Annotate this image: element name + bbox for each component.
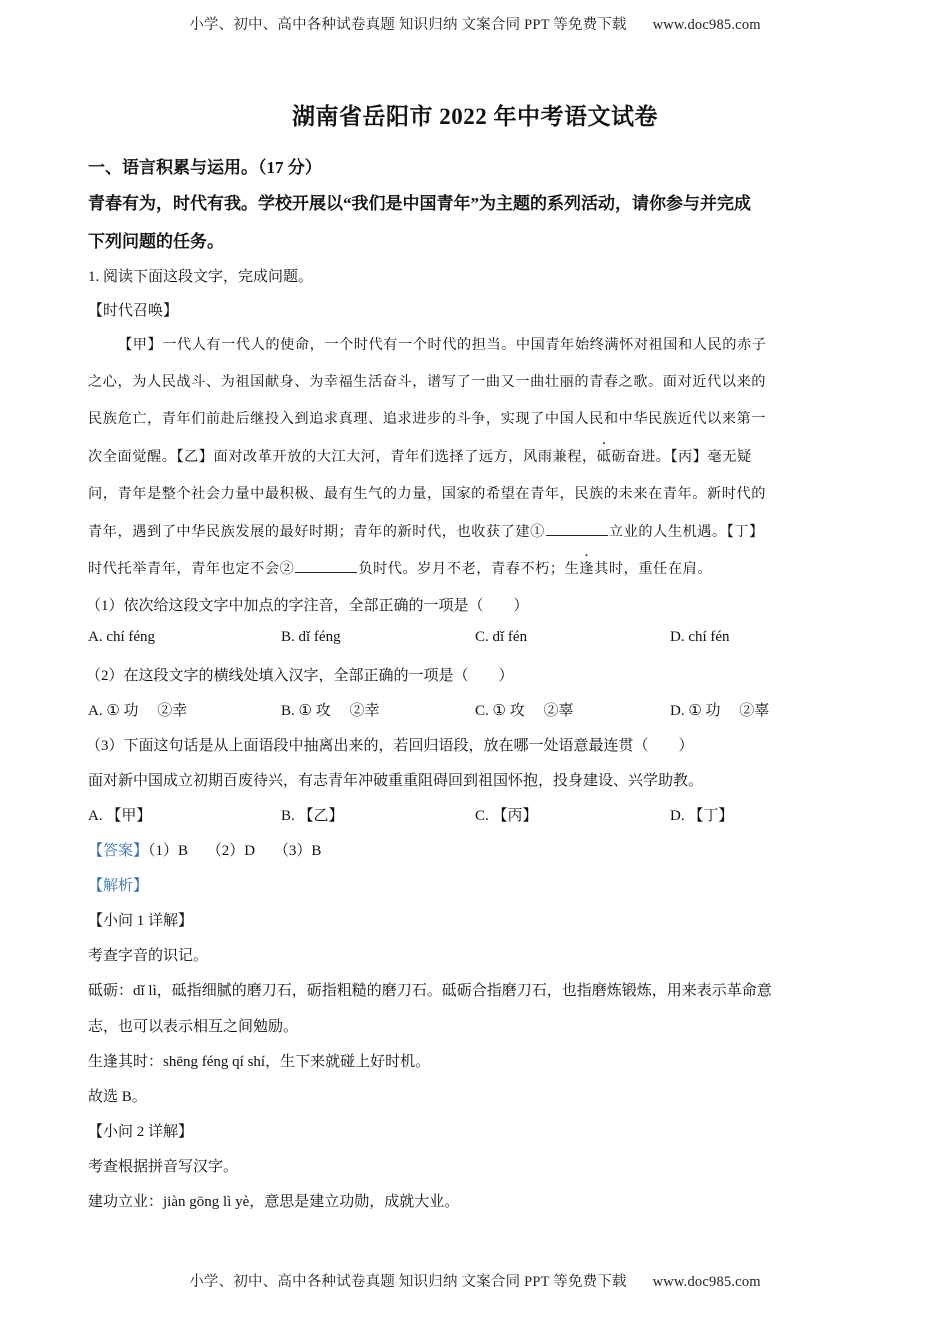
sub1-option-c[interactable]: C. dǐ fén: [475, 629, 528, 645]
sub-question-1-prompt: （1）依次给这段文字中加点的字注音，全部正确的一项是（ ）: [86, 598, 529, 614]
passage-line-5: 问，青年是整个社会力量中最积极、最有生气的力量，国家的希望在青年，民族的未来在青年。新时代的: [88, 486, 766, 502]
answer-label: 【答案】: [88, 843, 149, 859]
analysis-q1-line: 生逢其时：shēng féng qí shí，生下来就碰上好时机。: [88, 1054, 431, 1070]
sub1-option-d[interactable]: D. chí fén: [670, 629, 730, 645]
passage-text: 时代托举青年，青年也定不会②: [88, 561, 295, 577]
fill-blank-1[interactable]: [546, 523, 608, 536]
analysis-q1-line: 砥砺：dǐ lì，砥指细腻的磨刀石，砺指粗糙的磨刀石。砥砺合指磨刀石，也指磨炼锻炼，用来表示革命意: [88, 983, 772, 999]
passage-line-7: [88, 558, 712, 578]
footer-text: 小学、初中、高中各种试卷真题 知识归纳 文案合同 PPT 等免费下载: [189, 1274, 627, 1290]
header-text: 小学、初中、高中各种试卷真题 知识归纳 文案合同 PPT 等免费下载: [189, 17, 627, 33]
page-footer: [0, 1270, 950, 1291]
section-intro-line-1: 青春有为，时代有我。学校开展以“我们是中国青年”为主题的系列活动，请你参与并完成: [88, 194, 751, 213]
sub1-option-a[interactable]: A. chí féng: [88, 629, 156, 645]
footer-url[interactable]: www.doc985.com: [652, 1274, 761, 1290]
dotted-char: 砥: [596, 449, 612, 465]
answer-text: （1）B （2）D （3）B: [148, 843, 322, 859]
page-header: [0, 13, 950, 34]
passage-text: 其时，重任在肩。: [594, 561, 713, 577]
analysis-q1-line: 考查字音的识记。: [88, 948, 209, 964]
section-intro-line-2: 下列问题的任务。: [88, 232, 224, 251]
sub3-option-a[interactable]: A. 【甲】: [88, 808, 152, 824]
page-title: 湖南省岳阳市 2022 年中考语文试卷: [292, 104, 658, 129]
sub2-option-c[interactable]: C. ① 攻 ②辜: [475, 703, 574, 719]
section-heading: 一、语言积累与运用。（17 分）: [88, 158, 322, 177]
sub3-option-b[interactable]: B. 【乙】: [281, 808, 344, 824]
answer-row: [88, 839, 321, 860]
passage-text: 负时代。岁月不老，青春不朽；生: [358, 561, 580, 577]
analysis-q2-heading: 【小问 2 详解】: [88, 1124, 194, 1140]
sub-question-3-sentence: 面对新中国成立初期百废待兴，有志青年冲破重重阻碍回到祖国怀抱，投身建设、兴学助教。: [88, 773, 704, 789]
sub2-option-a[interactable]: A. ① 功 ②幸: [88, 703, 188, 719]
passage-text: 青年，遇到了中华民族发展的最好时期；青年的新时代，也收获了建①: [88, 524, 545, 540]
passage-line-4: [88, 446, 752, 466]
analysis-label: 【解析】: [88, 878, 149, 894]
sub2-option-d[interactable]: D. ① 功 ②辜: [670, 703, 770, 719]
passage-subtitle: 【时代召唤】: [88, 303, 179, 319]
dotted-char: 逢: [579, 561, 595, 577]
fill-blank-2[interactable]: [295, 560, 357, 573]
passage-line-1: 【甲】一代人有一代人的使命，一个时代有一个时代的担当。中国青年始终满怀对祖国和人民的赤子: [118, 337, 767, 353]
analysis-q2-line: 考查根据拼音写汉字。: [88, 1159, 239, 1175]
passage-line-6: [88, 521, 764, 541]
question-prompt: 1. 阅读下面这段文字，完成问题。: [88, 269, 314, 285]
sub1-option-b[interactable]: B. dǐ féng: [281, 629, 341, 645]
sub3-option-c[interactable]: C. 【丙】: [475, 808, 538, 824]
passage-text: 次全面觉醒。【乙】面对改革开放的大江大河，青年们选择了远方，风雨兼程，: [88, 449, 597, 465]
sub3-option-d[interactable]: D. 【丁】: [670, 808, 734, 824]
analysis-q1-heading: 【小问 1 详解】: [88, 913, 194, 929]
header-url[interactable]: www.doc985.com: [652, 17, 761, 33]
analysis-q2-line: 建功立业：jiàn gōng lì yè，意思是建立功勋，成就大业。: [88, 1194, 460, 1210]
sub2-option-b[interactable]: B. ① 攻 ②幸: [281, 703, 380, 719]
passage-text: 立业的人生机遇。【丁】: [608, 524, 764, 540]
passage-line-3: 民族危亡，青年们前赴后继投入到追求真理、追求进步的斗争，实现了中国人民和中华民族近代以来第一: [88, 411, 766, 427]
analysis-q1-conclusion: 故选 B。: [88, 1089, 147, 1105]
sub-question-2-prompt: （2）在这段文字的横线处填入汉字，全部正确的一项是（ ）: [86, 668, 514, 684]
passage-line-2: 之心，为人民战斗、为祖国献身、为幸福生活奋斗，谱写了一曲又一曲壮丽的青春之歌。面对近代以来的: [88, 374, 766, 390]
analysis-q1-line: 志，也可以表示相互之间勉励。: [88, 1019, 299, 1035]
passage-text: 砺奋进。【丙】毫无疑: [611, 449, 752, 465]
sub-question-3-prompt: （3）下面这句话是从上面语段中抽离出来的，若回归语段，放在哪一处语意最连贯（ ）: [86, 738, 694, 754]
